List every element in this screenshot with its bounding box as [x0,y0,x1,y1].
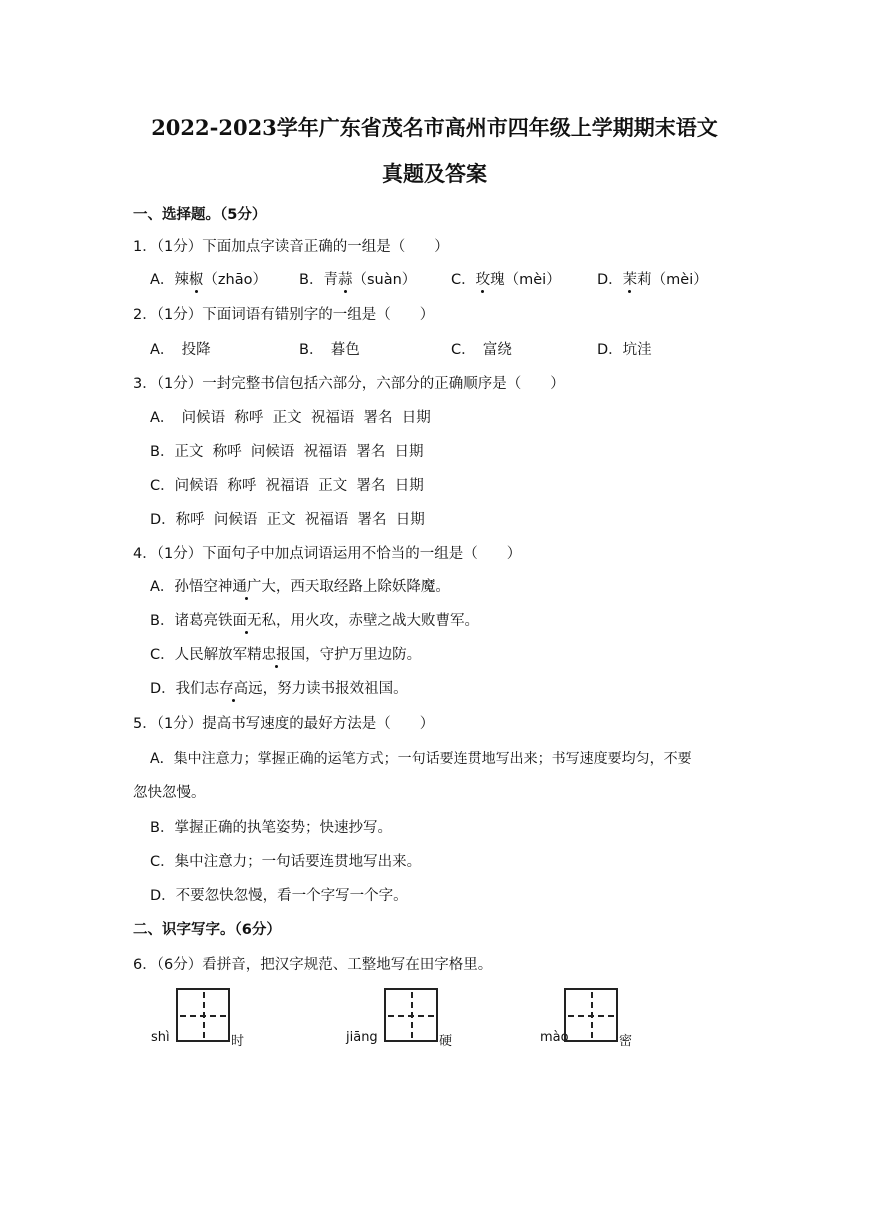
section-1-heading: 一、选择题。（5分） [133,207,267,223]
q6-writing-grid-2[interactable] [384,988,438,1042]
q2-option-d[interactable]: D．坑洼 [597,342,652,358]
q4-option-c[interactable]: C．人民解放军精忠报国，守护万里边防。 [150,647,422,663]
q3-option-a[interactable]: A． 问候语 称呼 正文 祝福语 署名 日期 [150,410,431,426]
q4-option-a[interactable]: A．孙悟空神通广大，西天取经路上除妖降魔。 [150,579,450,595]
q6-writing-grid-3[interactable] [564,988,618,1042]
q4-option-d[interactable]: D．我们志存高远，努力读书报效祖国。 [150,681,408,697]
q3-option-b[interactable]: B．正文 称呼 问候语 祝福语 署名 日期 [150,444,424,460]
q5-option-d[interactable]: D．不要忽快忽慢，看一个字写一个字。 [150,888,408,904]
q1-option-d[interactable]: D．茉莉（mèi） [597,272,708,288]
q5-stem: 5．（1分）提高书写速度的最好方法是（ ） [133,716,435,732]
q2-stem: 2．（1分）下面词语有错别字的一组是（ ） [133,307,435,323]
q1-stem: 1．（1分）下面加点字读音正确的一组是（ ） [133,239,449,255]
q2-option-b[interactable]: B． 暮色 [299,342,360,358]
q6-stem: 6．（6分）看拼音，把汉字规范、工整地写在田字格里。 [133,957,493,973]
q5-option-b[interactable]: B．掌握正确的执笔姿势；快速抄写。 [150,820,392,836]
q1-option-c[interactable]: C．玫瑰（mèi） [451,272,561,288]
title-line-1: 2022-2023学年广东省茂名市高州市四年级上学期期末语文 [151,115,718,140]
q5-option-a-line2: 忽快忽慢。 [133,785,206,801]
q6-char-3: 密 [619,1034,633,1049]
q3-stem: 3．（1分）一封完整书信包括六部分，六部分的正确顺序是（ ） [133,376,565,392]
q2-option-a[interactable]: A． 投降 [150,342,211,358]
q6-char-1: 时 [231,1034,245,1049]
q4-stem: 4．（1分）下面句子中加点词语运用不恰当的一组是（ ） [133,546,522,562]
q6-pinyin-1: shì [151,1030,170,1045]
q5-option-c[interactable]: C．集中注意力；一句话要连贯地写出来。 [150,854,422,870]
q6-pinyin-3: mào [540,1030,569,1045]
q1-option-a[interactable]: A．辣椒（zhāo） [150,272,267,288]
q4-option-b[interactable]: B．诸葛亮铁面无私，用火攻，赤壁之战大败曹军。 [150,613,479,629]
q2-option-c[interactable]: C． 富绕 [451,342,512,358]
q5-option-a-line1[interactable]: A．集中注意力；掌握正确的运笔方式；一句话要连贯地写出来；书写速度要均匀，不要 [150,751,692,767]
q6-char-2: 硬 [439,1034,453,1049]
title-line-2: 真题及答案 [382,161,487,186]
q3-option-c[interactable]: C．问候语 称呼 祝福语 正文 署名 日期 [150,478,424,494]
q1-option-b[interactable]: B．青蒜（suàn） [299,272,417,288]
section-2-heading: 二、识字写字。（6分） [133,922,281,938]
q6-writing-grid-1[interactable] [176,988,230,1042]
q3-option-d[interactable]: D．称呼 问候语 正文 祝福语 署名 日期 [150,512,425,528]
q6-pinyin-2: jiāng [346,1030,378,1045]
